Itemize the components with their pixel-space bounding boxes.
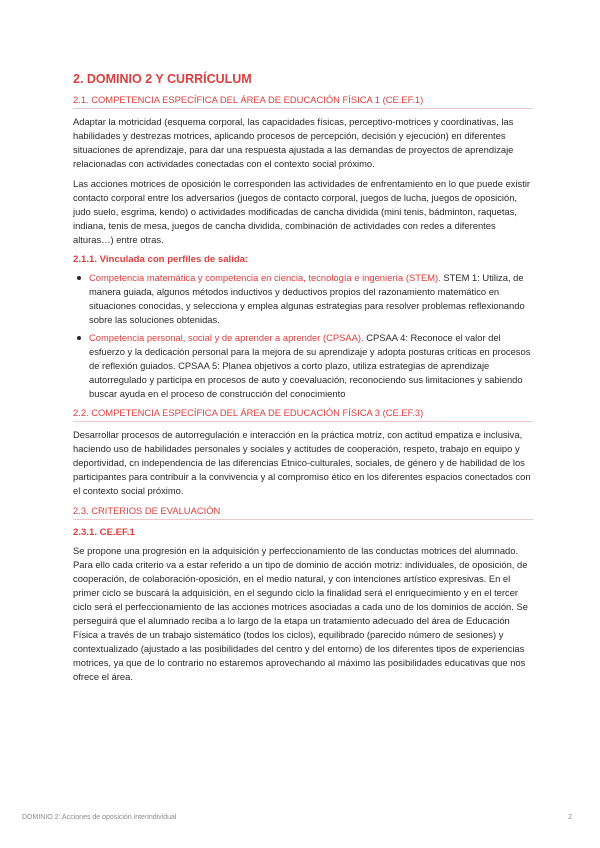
section-title-ce-ef-1: 2.1. COMPETENCIA ESPECÍFICA DEL ÁREA DE EDUCACIÓN FÍSICA 1 (CE.EF.1) bbox=[73, 93, 533, 109]
section-title-ce-ef-3: 2.2. COMPETENCIA ESPECÍFICA DEL ÁREA DE EDUCACIÓN FÍSICA 3 (CE.EF.3) bbox=[73, 406, 533, 422]
list-item-text: STEM 1: Utiliza, de manera guiada, algunos métodos inductivos y deductivos propios del razonamiento matemático en situaciones conocidas, y selecciona y emplea algunas estrategias para resolver problemas reflexionando sobre las soluciones obtenidas. bbox=[89, 272, 525, 325]
list-item-text: CPSAA 4: Reconoce el valor del esfuerzo y la dedicación personal para la mejora de su aprendizaje y adopta posturas críticas en procesos de reflexión guiados. CPSAA 5: Planea objetivos a corto plazo, utiliza estrategias de aprendizaje autorregulado y participa en procesos de auto y coevaluación, reconociendo sus limitaciones y sabiendo buscar ayuda en el proceso de construcción del conocimiento bbox=[89, 332, 531, 399]
section-title-criterios: 2.3. CRITERIOS DE EVALUACIÓN bbox=[73, 504, 533, 520]
bullet-icon bbox=[77, 276, 81, 280]
competency-list bbox=[73, 271, 533, 401]
subsection-title-perfiles: 2.1.1. Vinculada con perfiles de salida: bbox=[73, 254, 249, 265]
paragraph: Se propone una progresión en la adquisición y perfeccionamiento de las conductas motrices del alumnado. Para ello cada criterio va a estar referido a un tipo de dominio de acción motriz: individuales, de oposición, de cooperación, de colaboración-oposición, en el medio natural, y con intenciones artístico expresivas. En el primer ciclo se buscará la adquisición, en el segundo ciclo la finalidad será el enriquecimiento y en el tercer ciclo será el perfeccionamiento de las acciones motrices asociadas a cada uno de los dominios de acción. Se perseguirá que el alumnado reciba a lo largo de la etapa un tratamiento adecuado del área de Educación Física a través de un trabajo sistemático (todos los ciclos), equilibrado (parecido número de sesiones) y contextualizado (ajustado a las posibilidades del centro y del entorno) de los diferentes tipos de experiencias motrices, ya que de lo contrario no estaremos aprovechando al máximo las posibilidades educativas que nos ofrece el área. bbox=[73, 545, 528, 682]
competency-link-cpsaa[interactable]: Competencia personal, social y de aprender a aprender (CPSAA). bbox=[89, 332, 364, 343]
list-item bbox=[89, 331, 533, 401]
page-heading: 2. DOMINIO 2 Y CURRÍCULUM bbox=[73, 72, 252, 86]
paragraph: Adaptar la motricidad (esquema corporal, las capacidades físicas, perceptivo-motrices y coordinativas, las habilidades y destrezas motrices, aplicando procesos de percepción, decisión y ejecución) en diferentes situaciones de aprendizaje, para dar una respuesta ajustada a las demandas de proyectos de aprendizaje relacionadas con actividades conectadas con el contexto social próximo. bbox=[73, 116, 514, 169]
paragraph: Desarrollar procesos de autorregulación e interacción en la práctica motriz, con actitud empatiza e inclusiva, haciendo uso de habilidades personales y sociales y actitudes de cooperación, respeto, trabajo en equipo y deportividad, cn independencia de las diferencias Etnico-culturales, sociales, de género y de habilidad de los participantes para contribuir a la convivencia y al compromiso ético en los diferentes espacios conectados con el contexto social próximo. bbox=[73, 429, 531, 496]
competency-link-stem[interactable]: Competencia matemática y competencia en ciencia, tecnología e ingeniería (STEM). bbox=[89, 272, 441, 283]
bullet-icon bbox=[77, 336, 81, 340]
document-body bbox=[73, 71, 533, 690]
subsection-title-ce-ef-1: 2.3.1. CE.EF.1 bbox=[73, 527, 135, 538]
footer-label: DOMINIO 2: Acciones de oposición interindividual bbox=[22, 814, 177, 821]
paragraph: Las acciones motrices de oposición le corresponden las actividades de enfrentamiento en lo que puede existir contacto corporal entre los adversarios (juegos de contacto corporal, juegos de lucha, juegos de oposición, judo suelo, esgrima, kendo) o actividades modificadas de cancha dividida (mini tenis, bádminton, raquetas, indiana, tenis de mesa, juegos de cancha dividida, combinación de actividades con redes a diferentes alturas…) entre otras. bbox=[73, 178, 531, 245]
list-item bbox=[89, 271, 533, 327]
page-number: 2 bbox=[568, 814, 572, 821]
